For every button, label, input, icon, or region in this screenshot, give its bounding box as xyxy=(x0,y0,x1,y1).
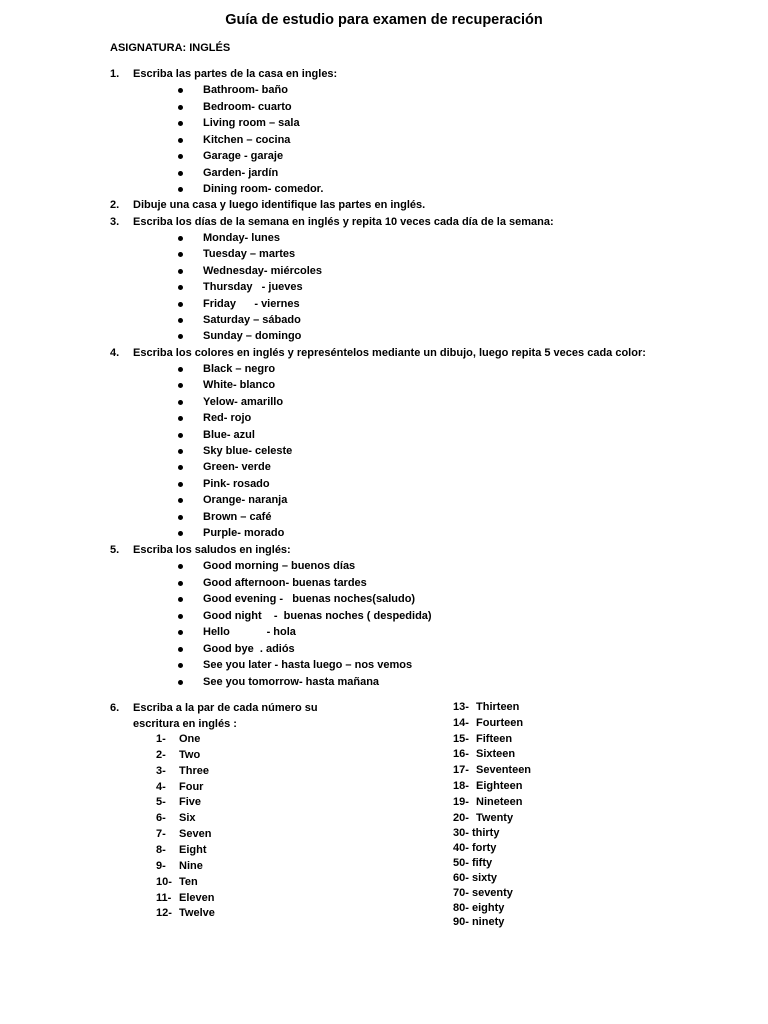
list-item xyxy=(178,591,558,607)
question-number: 6. xyxy=(110,702,120,714)
list-item xyxy=(178,394,558,410)
number-item: 70- seventy xyxy=(453,886,513,899)
question-text: Dibuje una casa y luego identifique las partes en inglés. xyxy=(133,199,426,211)
list-item-text: Good night - buenas noches ( despedida) xyxy=(203,609,432,622)
number-word: Five xyxy=(179,796,202,809)
number-label: 8- xyxy=(156,843,166,856)
list-item-text: Green- verde xyxy=(203,461,271,474)
question-text: Escriba los días de la semana en inglés y repita 10 veces cada día de la semana: xyxy=(133,216,554,228)
bullet-icon xyxy=(178,318,183,323)
bullet-icon xyxy=(178,515,183,520)
question-3 xyxy=(110,215,554,229)
bullet-icon xyxy=(178,630,183,635)
number-label: 10- xyxy=(156,875,172,888)
question-6 xyxy=(110,700,350,732)
list-item xyxy=(178,148,558,164)
bullet-icon xyxy=(178,236,183,241)
bullet-icon xyxy=(178,465,183,470)
list-item xyxy=(178,165,558,181)
bullet-icon xyxy=(178,400,183,405)
number-word: Four xyxy=(179,780,204,793)
list-item-text: Garden- jardín xyxy=(203,166,279,179)
list-item xyxy=(178,657,558,673)
number-item: 80- eighty xyxy=(453,901,505,914)
question-number: 3. xyxy=(110,216,120,228)
list-item-text: Friday - viernes xyxy=(203,297,300,310)
number-word: Nine xyxy=(179,859,203,872)
question-text: Escriba las partes de la casa en ingles: xyxy=(133,68,338,80)
number-label: 19- xyxy=(453,795,469,808)
list-item-text: Sky blue- celeste xyxy=(203,445,293,457)
number-item: 50- fifty xyxy=(453,856,493,869)
number-label: 16- xyxy=(453,748,469,761)
bullet-icon xyxy=(178,647,183,652)
bullet-icon xyxy=(178,383,183,388)
bullet-icon xyxy=(178,663,183,668)
bullet-icon xyxy=(178,252,183,257)
number-item: 60- sixty xyxy=(453,871,498,884)
number-label: 5- xyxy=(156,796,166,809)
number-item: 40- forty xyxy=(453,841,497,854)
list-item xyxy=(178,443,558,459)
list-item xyxy=(178,575,558,591)
number-word: Fifteen xyxy=(476,732,513,745)
list-item-text: Dining room- comedor. xyxy=(203,183,324,195)
list-item-text: Blue- azul xyxy=(203,428,255,441)
question-5 xyxy=(110,543,291,557)
bullet-icon xyxy=(178,334,183,339)
list-item-text: See you later - hasta luego – nos vemos xyxy=(203,659,413,671)
number-label: 14- xyxy=(453,716,469,729)
list-item-text: Brown – café xyxy=(203,510,272,523)
number-word: Sixteen xyxy=(476,748,516,761)
question-4 xyxy=(110,346,646,360)
bullet-icon xyxy=(178,581,183,586)
list-item xyxy=(178,361,558,377)
bullet-icon xyxy=(178,597,183,602)
list-item xyxy=(178,296,558,312)
bullet-icon xyxy=(178,416,183,421)
question-number: 5. xyxy=(110,544,120,556)
list-item xyxy=(178,99,558,115)
number-label: 17- xyxy=(453,764,469,777)
list-item-text: Good afternoon- buenas tardes xyxy=(203,576,367,589)
number-word: Eleven xyxy=(179,891,215,904)
list-item xyxy=(178,181,558,197)
number-label: 2- xyxy=(156,748,166,761)
question-text: Escriba los saludos en inglés: xyxy=(133,544,291,556)
bullet-icon xyxy=(178,482,183,487)
list-item-text: Black – negro xyxy=(203,363,276,375)
question-2 xyxy=(110,198,425,212)
list-item xyxy=(178,476,558,492)
number-item: 30- thirty xyxy=(453,827,500,839)
list-item-text: Tuesday – martes xyxy=(203,248,296,261)
list-item xyxy=(178,641,558,657)
number-word: Ten xyxy=(179,875,198,888)
list-item xyxy=(178,132,558,148)
number-label: 1- xyxy=(156,733,166,745)
bullet-icon xyxy=(178,614,183,619)
number-word: Twenty xyxy=(476,811,514,824)
list-item-text: Garage - garaje xyxy=(203,150,284,162)
number-label: 4- xyxy=(156,780,166,793)
number-label: 9- xyxy=(156,859,166,872)
list-item xyxy=(178,525,558,541)
bullet-icon xyxy=(178,449,183,454)
list-item xyxy=(178,230,558,246)
list-item xyxy=(178,509,558,525)
number-word: Nineteen xyxy=(476,795,523,808)
question-text: Escriba a la par de cada número su escritura en inglés : xyxy=(133,702,318,730)
number-word: Twelve xyxy=(179,907,215,920)
list-item-text: Living room – sala xyxy=(203,117,300,129)
list-item-text: Bathroom- baño xyxy=(203,84,288,96)
number-label: 11- xyxy=(156,891,172,904)
bullet-icon xyxy=(178,433,183,438)
bullet-icon xyxy=(178,269,183,274)
number-word: Eight xyxy=(179,843,207,856)
number-word: One xyxy=(179,733,201,745)
list-item xyxy=(178,328,558,344)
bullet-icon xyxy=(178,187,183,192)
list-item xyxy=(178,410,558,426)
list-item-text: White- blanco xyxy=(203,379,276,392)
number-label: 7- xyxy=(156,828,166,841)
number-label: 18- xyxy=(453,780,469,792)
bullet-icon xyxy=(178,88,183,93)
list-item-text: Pink- rosado xyxy=(203,477,270,490)
number-item: 90- ninety xyxy=(453,916,505,929)
question-1 xyxy=(110,67,337,81)
list-item-text: Good evening - buenas noches(saludo) xyxy=(203,593,416,605)
number-word: Two xyxy=(179,748,201,761)
number-word: Six xyxy=(179,812,196,825)
list-item xyxy=(178,624,558,640)
bullet-icon xyxy=(178,154,183,159)
list-item xyxy=(178,82,558,98)
number-word: Thirteen xyxy=(476,701,520,713)
number-label: 3- xyxy=(156,764,166,777)
number-label: 15- xyxy=(453,732,469,745)
bullet-icon xyxy=(178,680,183,685)
list-item xyxy=(178,427,558,443)
list-item xyxy=(178,312,558,328)
number-word: Fourteen xyxy=(476,716,524,729)
list-item xyxy=(178,263,558,279)
document-title: Guía de estudio para examen de recuperación xyxy=(225,12,543,28)
list-item xyxy=(178,115,558,131)
number-word: Eighteen xyxy=(476,780,523,792)
list-item-text: See you tomorrow- hasta mañana xyxy=(203,675,380,688)
number-label: 13- xyxy=(453,701,469,713)
number-label: 12- xyxy=(156,907,172,920)
bullet-icon xyxy=(178,285,183,290)
list-item-text: Wednesday- miércoles xyxy=(203,264,323,277)
list-item xyxy=(178,608,558,624)
number-label: 6- xyxy=(156,812,166,825)
list-item-text: Kitchen – cocina xyxy=(203,133,291,146)
list-item-text: Sunday – domingo xyxy=(203,330,302,343)
bullet-icon xyxy=(178,121,183,126)
list-item xyxy=(178,492,558,508)
list-item xyxy=(178,246,558,262)
bullet-icon xyxy=(178,138,183,143)
subject-heading: ASIGNATURA: INGLÉS xyxy=(110,42,231,54)
bullet-icon xyxy=(178,105,183,110)
list-item-text: Good morning – buenos días xyxy=(203,560,356,572)
number-word: Seven xyxy=(179,828,212,841)
question-number: 1. xyxy=(110,68,120,80)
number-word: Seventeen xyxy=(476,764,532,777)
list-item-text: Monday- lunes xyxy=(203,232,281,244)
list-item-text: Saturday – sábado xyxy=(203,314,301,326)
bullet-icon xyxy=(178,171,183,176)
bullet-icon xyxy=(178,302,183,307)
list-item-text: Orange- naranja xyxy=(203,494,288,507)
list-item-text: Hello - hola xyxy=(203,626,296,638)
list-item xyxy=(178,459,558,475)
question-text: Escriba los colores en inglés y represéntelos mediante un dibujo, luego repita 5 veces cada color: xyxy=(133,347,646,359)
list-item-text: Bedroom- cuarto xyxy=(203,100,292,113)
list-item-text: Yelow- amarillo xyxy=(203,395,284,408)
bullet-icon xyxy=(178,498,183,503)
question-number: 4. xyxy=(110,347,120,359)
list-item-text: Good bye . adiós xyxy=(203,642,295,655)
list-item-text: Red- rojo xyxy=(203,412,252,425)
list-item-text: Purple- morado xyxy=(203,527,285,539)
list-item-text: Thursday - jueves xyxy=(203,281,303,294)
list-item xyxy=(178,377,558,393)
bullet-icon xyxy=(178,564,183,569)
number-label: 20- xyxy=(453,811,469,824)
bullet-icon xyxy=(178,367,183,372)
list-item xyxy=(178,279,558,295)
bullet-icon xyxy=(178,531,183,536)
number-word: Three xyxy=(179,764,209,777)
question-number: 2. xyxy=(110,199,120,211)
list-item xyxy=(178,674,558,690)
list-item xyxy=(178,558,558,574)
